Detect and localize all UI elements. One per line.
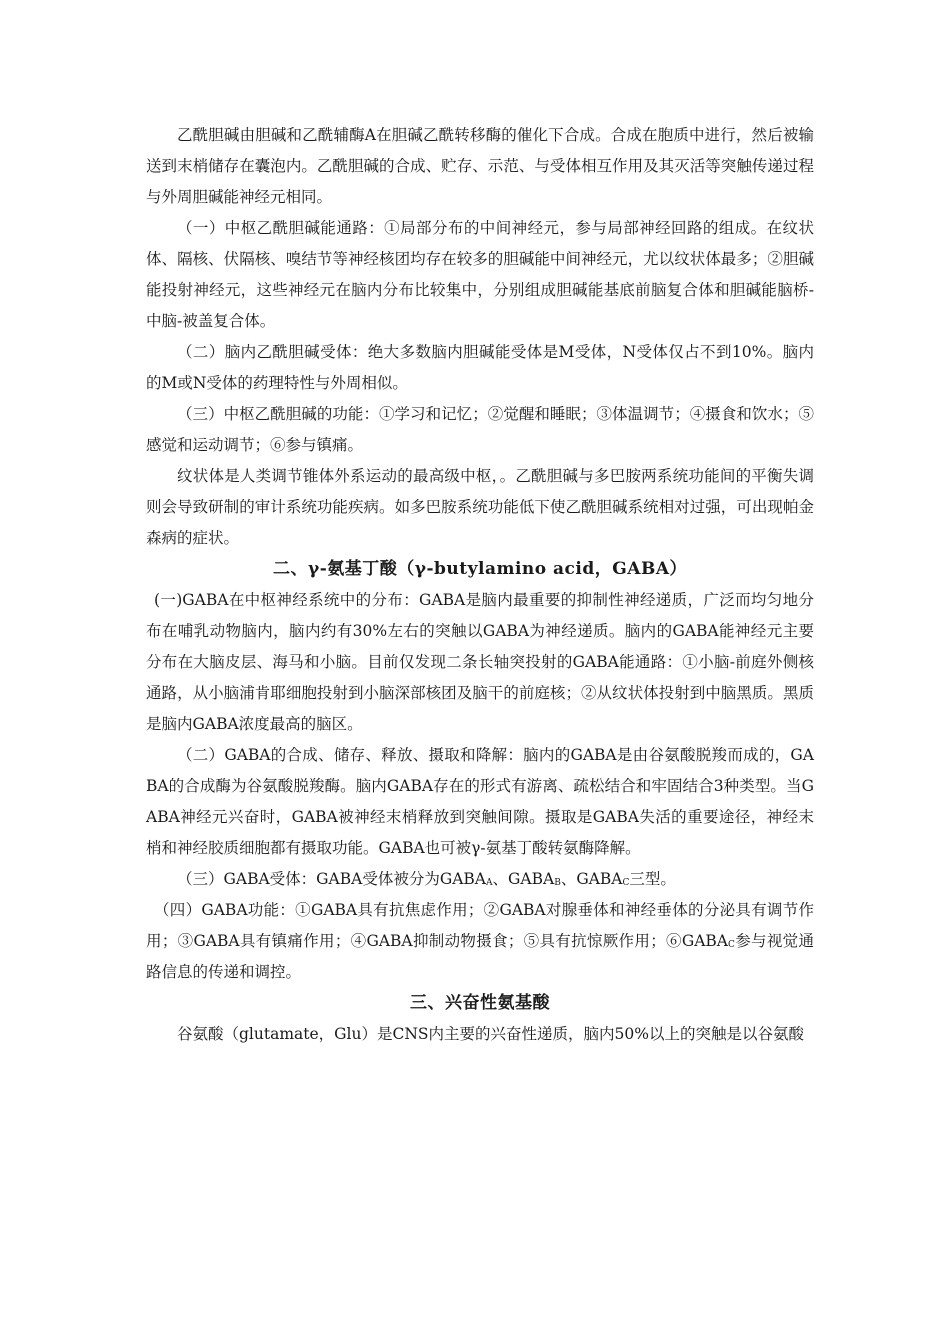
gaba-function-paragraph: （四）GABA功能：①GABA具有抗焦虑作用；②GABA对腺垂体和神经垂体的分泌具有调节作用；③GABA具有镇痛作用；④GABA抑制动物摄食；⑤具有抗惊厥作用；$⑥GABA_C$参与视觉通路信息的传递和调控。	[146, 901, 814, 981]
gaba-a-label: $GABA_A$	[439, 870, 493, 888]
gaba-b-label: $GABA_B$	[508, 870, 561, 888]
gaba-receptor-paragraph: （三）GABA受体：GABA受体被分为$GABA_A$、$GABA_B$、$GABA_C$三型。	[177, 870, 676, 888]
gaba-synthesis-paragraph: （二）GABA的合成、储存、释放、摄取和降解：脑内的GABA是由谷氨酸脱羧而成的，GABA的合成酶为谷氨酸脱羧酶。脑内GABA存在的形式有游离、疏松结合和牢固结合3种类型。当GABA神经元兴奋时，GABA被神经末梢释放到突触间隙。摄取是GABA失活的重要途径，神经末梢和神经胶质细胞都有摄取功能。GABA也可被γ-氨基丁酸转氨酶降解。	[146, 746, 814, 857]
glutamate-paragraph: 谷氨酸（glutamate，Glu）是CNS内主要的兴奋性递质，脑内50%以上的突触是以谷氨酸	[177, 1025, 804, 1043]
ach-synthesis-paragraph: 乙酰胆碱由胆碱和乙酰辅酶A在胆碱乙酰转移酶的催化下合成。合成在胞质中进行，然后被输送到末梢储存在囊泡内。乙酰胆碱的合成、贮存、示范、与受体相互作用及其灭活等突触传递过程与外周胆碱能神经元相同。	[146, 126, 814, 206]
ach-pathway-paragraph: （一）中枢乙酰胆碱能通路：①局部分布的中间神经元，参与局部神经回路的组成。在纹状体、隔核、伏隔核、嗅结节等神经核团均存在较多的胆碱能中间神经元，尤以纹状体最多；②胆碱能投射神经元，这些神经元在脑内分布比较集中，分别组成胆碱能基底前脑复合体和胆碱能脑桥-中脑-被盖复合体。	[146, 219, 814, 330]
gaba-section-heading: 二、γ-氨基丁酸（γ-butylamino acid，GABA）	[272, 559, 688, 579]
gaba-c-label: $GABA_C$	[576, 870, 630, 888]
gaba-receptor-prefix: （三）GABA受体：GABA受体被分为	[177, 870, 440, 888]
ach-receptor-paragraph: （二）脑内乙酰胆碱受体：绝大多数脑内胆碱能受体是M受体，N受体仅占不到10%。脑内的M或N受体的药理特性与外周相似。	[146, 343, 814, 392]
excitatory-amino-acid-heading: 三、兴奋性氨基酸	[410, 993, 550, 1013]
ach-function-paragraph: （三）中枢乙酰胆碱的功能：①学习和记忆；②觉醒和睡眠；③体温调节；④摄食和饮水；⑤感觉和运动调节；⑥参与镇痛。	[146, 405, 814, 454]
gaba-receptor-suffix: 三型。	[629, 870, 676, 888]
gaba-distribution-paragraph: (一)GABA在中枢神经系统中的分布：GABA是脑内最重要的抑制性神经递质，广泛而均匀地分布在哺乳动物脑内，脑内约有30%左右的突触以GABA为神经递质。脑内的GABA能神经元主要分布在大脑皮层、海马和小脑。目前仅发现二条长轴突投射的GABA能通路：①小脑-前庭外侧核通路，从小脑浦肯耶细胞投射到小脑深部核团及脑干的前庭核；②从纹状体投射到中脑黑质。黑质是脑内GABA浓度最高的脑区。	[146, 591, 814, 733]
gaba-c-inline-label: $GABA_C$	[681, 932, 735, 950]
document-body	[146, 120, 814, 1050]
striatum-paragraph: 纹状体是人类调节锥体外系运动的最高级中枢，。乙酰胆碱与多巴胺两系统功能间的平衡失调则会导致研制的审计系统功能疾病。如多巴胺系统功能低下使乙酰胆碱系统相对过强，可出现帕金森病的症状。	[146, 467, 814, 547]
